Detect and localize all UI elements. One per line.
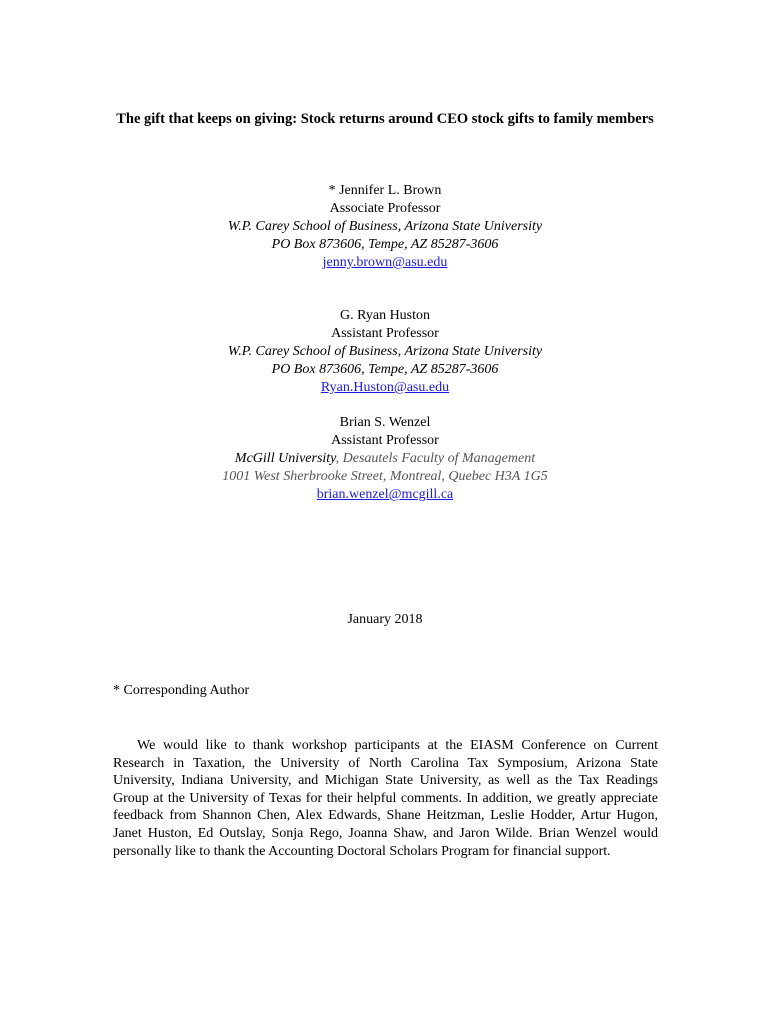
author-address: PO Box 873606, Tempe, AZ 85287-3606	[271, 362, 499, 377]
author-block-wenzel	[100, 414, 670, 504]
author-school-main: McGill University	[234, 451, 336, 466]
author-block-huston	[100, 307, 670, 397]
author-school: W.P. Carey School of Business, Arizona State University	[227, 219, 543, 234]
author-address: 1001 West Sherbrooke Street, Montreal, Quebec H3A 1G5	[222, 469, 548, 484]
author-block-brown	[100, 182, 670, 272]
author-name: Brian S. Wenzel	[339, 415, 431, 430]
author-school-separator: ,	[335, 451, 343, 466]
paper-date: January 2018	[347, 612, 423, 627]
author-school: W.P. Carey School of Business, Arizona State University	[227, 344, 543, 359]
acknowledgement-paragraph: We would like to thank workshop participants at the EIASM Conference on Current Research in Taxation, the University of North Carolina Tax Symposium, Arizona State University, Indiana University, and Michigan State University, as well as the Tax Readings Group at the University of Texas for their helpful comments. In addition, we greatly appreciate feedback from Shannon Chen, Alex Edwards, Shane Heitzman, Leslie Hodder, Artur Hugon, Janet Huston, Ed Outslay, Sonja Rego, Joanna Shaw, and Jaron Wilde. Brian Wenzel would personally like to thank the Accounting Doctoral Scholars Program for financial support.	[113, 738, 658, 859]
author-position: Assistant Professor	[331, 433, 439, 448]
author-position: Associate Professor	[329, 201, 441, 216]
author-email-link[interactable]: brian.wenzel@mcgill.ca	[316, 487, 454, 502]
author-email-link[interactable]: Ryan.Huston@asu.edu	[320, 380, 450, 395]
paper-title: The gift that keeps on giving: Stock returns around CEO stock gifts to family members	[116, 111, 654, 127]
author-school-faculty: Desautels Faculty of Management	[342, 451, 536, 466]
author-address: PO Box 873606, Tempe, AZ 85287-3606	[271, 237, 499, 252]
author-name: * Jennifer L. Brown	[328, 183, 442, 198]
author-school	[100, 450, 670, 468]
author-email-link[interactable]: jenny.brown@asu.edu	[322, 255, 448, 270]
author-position: Assistant Professor	[331, 326, 439, 341]
author-name: G. Ryan Huston	[339, 308, 431, 323]
corresponding-author-note: * Corresponding Author	[113, 683, 250, 698]
